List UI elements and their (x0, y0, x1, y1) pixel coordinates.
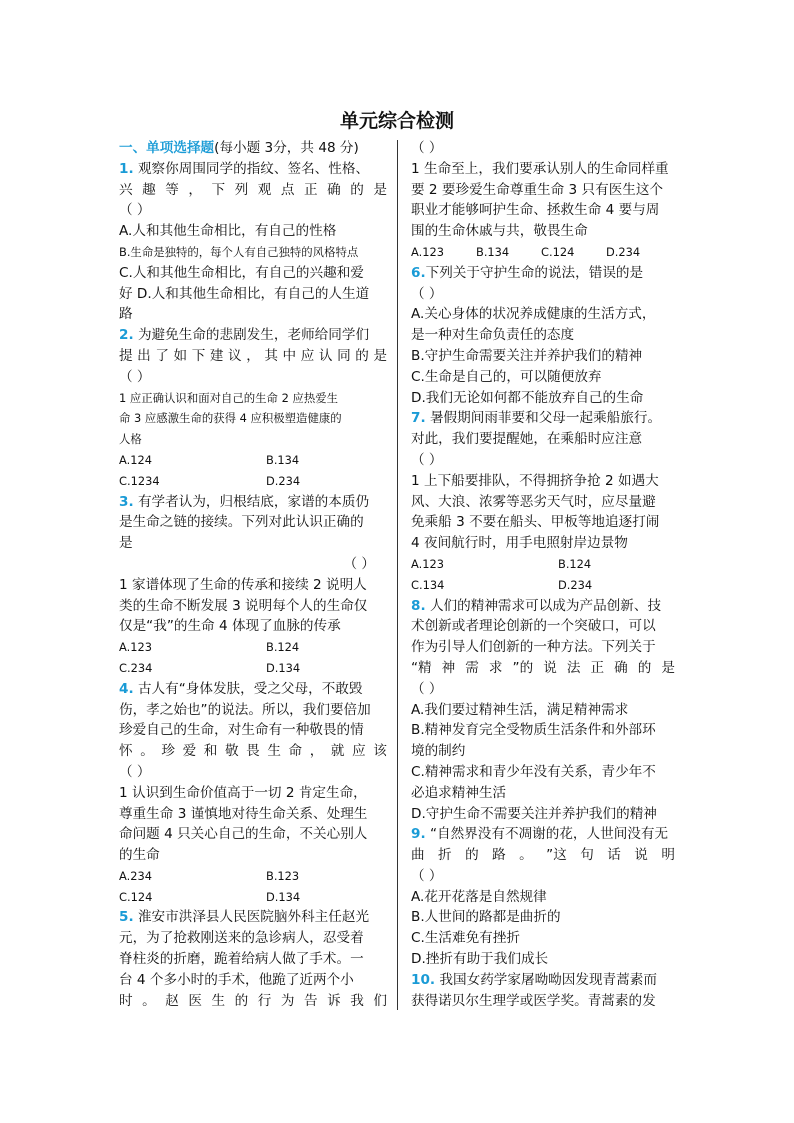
column-divider (397, 140, 398, 1010)
statement-line: 1 应正确认识和面对自己的生命 2 应热爱生 (119, 390, 338, 405)
answer-paren: （ ） (119, 202, 151, 219)
question-6-stem: 6.下列关于守护生命的说法，错误的是 (411, 264, 644, 281)
answer-paren: （ ） (411, 451, 443, 468)
option-a: A.人和其他生命相比，有自己的性格 (119, 223, 337, 240)
statement-line: 职业才能够呵护生命、拯救生命 4 要与周 (411, 202, 660, 219)
question-5-stem: 元，为了抢救刚送来的急诊病人，忍受着 (119, 930, 364, 947)
option-a: A.我们要过精神生活，满足精神需求 (411, 701, 629, 718)
answer-paren: （ ） (411, 680, 443, 697)
answer-paren: （ ） (411, 867, 443, 884)
question-1-stem: 1. 观察你周围同学的指纹、签名、性格、 (119, 160, 370, 177)
question-10-stem: 10. 我国女药学家屠呦呦因发现青蒿素而 (411, 971, 657, 988)
question-10-stem: 获得诺贝尔生理学或医学奖。青蒿素的发 (411, 992, 656, 1009)
option-d: D.我们无论如何都不能放弃自己的生命 (411, 389, 644, 406)
options-row: A.124 B.134 (119, 452, 300, 467)
options-row: C.234 D.134 (119, 660, 301, 675)
options-row: A.123 B.124 (119, 640, 300, 655)
question-3-stem: 是 (119, 535, 133, 552)
question-2-stem: 2. 为避免生命的悲剧发生，老师给同学们 (119, 327, 370, 344)
question-5-stem-justified: 时 。 赵 医 生 的 行 为 告 诉 我 们 (119, 992, 387, 1009)
statement-line: 仅是“我”的生命 4 体现了血脉的传承 (119, 618, 341, 635)
option-a-cont: 是一种对生命负责任的态度 (411, 327, 575, 344)
page-title: 单元综合检测 (339, 110, 454, 132)
question-3-stem: 是生命之链的接续。下列对此认识正确的 (119, 514, 364, 531)
statement-line: 命 3 应感激生命的获得 4 应积极塑造健康的 (119, 411, 342, 426)
question-8-stem: 术创新或者理论创新的一个突破口，可以 (411, 618, 656, 635)
option-c: C.生命是自己的，可以随便放弃 (411, 368, 602, 385)
option-d: D.挫折有助于我们成长 (411, 951, 549, 968)
answer-paren: （ ） (343, 555, 375, 572)
section-heading: 一、单项选择题(每小题 3分，共 48 分) (119, 140, 359, 156)
question-4-stem: 珍爱自己的生命，对生命有一种敬畏的情 (119, 722, 364, 739)
question-2-stem-justified: 提 出 了 如 下 建 议 ， 其 中 应 认 同 的 是 (119, 347, 387, 364)
statement-line: 1 认识到生命价值高于一切 2 肯定生命， (119, 784, 367, 801)
option-c: C.精神需求和青少年没有关系，青少年不 (411, 763, 656, 780)
options-row: C.1234 D.234 (119, 473, 301, 488)
options-row: A.123 B.134 C.124 D.234 (411, 244, 641, 259)
question-8-stem: 作为引导人们创新的一种方法。下列关于 (411, 639, 656, 656)
statement-line: 1 上下船要排队，不得拥挤争抢 2 如遇大 (411, 472, 659, 489)
option-a: A.关心身体的状况养成健康的生活方式， (411, 306, 656, 323)
question-4-stem: 伤，孝之始也”的说法。所以，我们要倍加 (119, 701, 371, 718)
options-row: C.124 D.134 (119, 889, 301, 904)
statement-line: 人格 (119, 432, 142, 447)
question-5-stem: 脊柱炎的折磨，跪着给病人做了手术。一 (119, 951, 364, 968)
question-7-stem: 对此，我们要提醒她，在乘船时应注意 (411, 431, 643, 448)
question-9-stem-justified: 曲 折 的 路 。 ”这 句 话 说 明 (411, 847, 675, 864)
option-a: A.花开花落是自然规律 (411, 888, 547, 905)
statement-line: 要 2 要珍爱生命尊重生命 3 只有医生这个 (411, 181, 664, 198)
statement-line: 免乘船 3 不要在船头、甲板等地追逐打闹 (411, 514, 660, 531)
statement-line: 围的生命休戚与共，敬畏生命 (411, 223, 588, 240)
option-d: D.守护生命不需要关注并养护我们的精神 (411, 805, 657, 822)
option-c: C.人和其他生命相比，有自己的兴趣和爱 (119, 264, 364, 281)
statement-line: 类的生命不断发展 3 说明每个人的生命仅 (119, 597, 368, 614)
option-c: C.生活难免有挫折 (411, 930, 520, 947)
option-b: B.守护生命需要关注并养护我们的精神 (411, 347, 643, 364)
statement-line: 命问题 4 只关心自己的生命，不关心别人 (119, 826, 368, 843)
statement-line: 尊重生命 3 谨慎地对待生命关系、处理生 (119, 805, 368, 822)
answer-paren: （ ） (411, 285, 443, 302)
question-7-stem: 7. 暑假期间雨菲要和父母一起乘船旅行。 (411, 410, 662, 427)
option-d-cont: 路 (119, 306, 133, 323)
statement-line: 4 夜间航行时，用手电照射岸边景物 (411, 535, 628, 552)
right-column (411, 138, 675, 1011)
option-b-cont: 境的制约 (411, 743, 466, 760)
question-4-stem: 4. 古人有“身体发肤，受之父母，不敢毁 (119, 680, 363, 697)
statement-line: 的生命 (119, 847, 160, 864)
question-3-stem: 3. 有学者认为，归根结底，家谱的本质仍 (119, 493, 370, 510)
options-row: C.134 D.234 (411, 577, 593, 592)
answer-paren: （ ） (411, 140, 443, 156)
question-8-stem: 8. 人们的精神需求可以成为产品创新、技 (411, 597, 662, 614)
statement-line: 1 生命至上，我们要承认别人的生命同样重 (411, 160, 669, 177)
question-5-stem: 5. 淮安市洪泽县人民医院脑外科主任赵光 (119, 909, 370, 926)
question-4-stem-justified: 怀 。 珍 爱 和 敬 畏 生 命 ， 就 应 该 (119, 743, 387, 760)
left-column (119, 138, 387, 1011)
options-row: A.123 B.124 (411, 556, 592, 571)
question-1-stem-justified: 兴 趣 等 ， 下 列 观 点 正 确 的 是 (119, 181, 387, 198)
question-8-stem-justified: “精 神 需 求 ”的 说 法 正 确 的 是 (411, 659, 675, 676)
option-b: B.精神发育完全受物质生活条件和外部环 (411, 722, 656, 739)
question-9-stem: 9. “自然界没有不凋谢的花，人世间没有无 (411, 826, 669, 843)
question-5-stem: 台 4 个多小时的手术，他跪了近两个小 (119, 971, 354, 988)
answer-paren: （ ） (119, 368, 151, 385)
answer-paren: （ ） (119, 763, 151, 780)
option-b: B.生命是独特的，每个人有自己独特的风格特点 (119, 244, 359, 259)
option-b: B.人世间的路都是曲折的 (411, 909, 561, 926)
options-row: A.234 B.123 (119, 868, 300, 883)
statement-line: 风、大浪、浓雾等恶劣天气时，应尽量避 (411, 493, 656, 510)
option-c-d: 好 D.人和其他生命相比，有自己的人生道 (119, 285, 370, 302)
option-c-cont: 必追求精神生活 (411, 784, 507, 801)
statement-line: 1 家谱体现了生命的传承和接续 2 说明人 (119, 576, 367, 593)
